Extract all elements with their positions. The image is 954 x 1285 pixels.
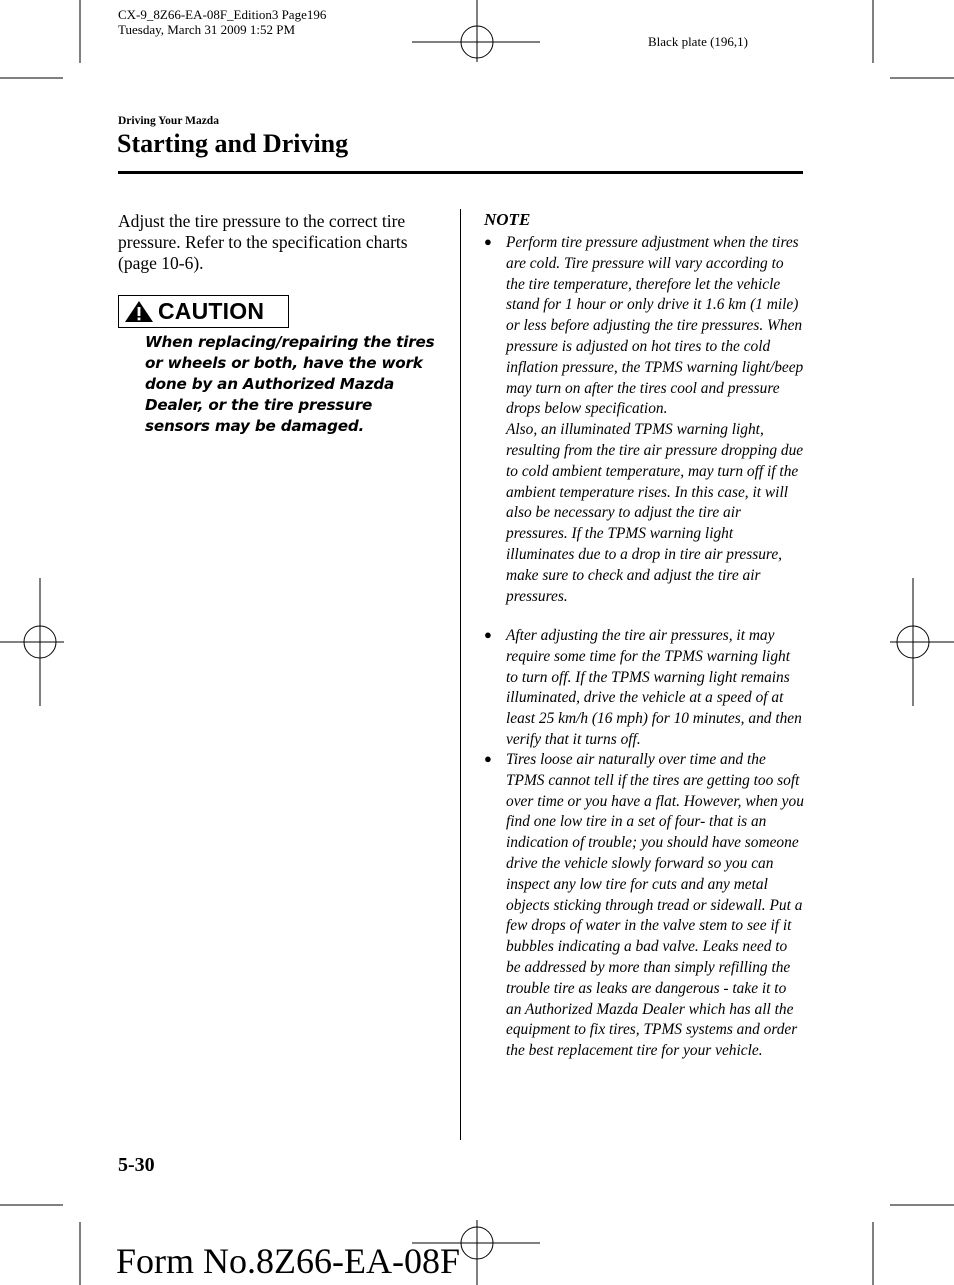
note-item-text: After adjusting the tire air pressures, it may require some time for the TPMS warning light to turn off. If the TPMS warning light remains illuminated, drive the vehicle at a speed of at least 25 km/h (16 mph) for 10 minutes, and then verify that it turns off.: [506, 627, 802, 748]
note-item-text: Tires loose air naturally over time and the TPMS cannot tell if the tires are getting too soft over time or you have a flat. However, when you find one low tire in a set of four- that is an indication of trouble; you should have someone drive the vehicle slowly forward so you can inspect any low tire for cuts and any metal objects sticking through tread or sidewall. Put a few drops of water in the valve stem to see if it bubbles indicating a bad valve. Leaks need to be addressed by more than simply refilling the trouble tire as leaks are dangerous - take it to an Authorized Mazda Dealer which has all the equipment to fix tires, TPMS systems and order the best replacement tire for your vehicle.: [506, 751, 804, 1060]
page-title: Starting and Driving: [117, 129, 349, 158]
file-info: [118, 7, 326, 37]
title-rule: [118, 171, 803, 174]
file-name-line: CX-9_8Z66-EA-08F_Edition3 Page196: [118, 7, 327, 22]
caution-label: CAUTION: [158, 298, 265, 324]
note-item: [484, 233, 804, 607]
page-number: 5-30: [118, 1154, 155, 1176]
note-item: [484, 626, 804, 751]
column-divider: [460, 209, 461, 1140]
plate-label: Black plate (196,1): [648, 34, 748, 49]
note-item-continuation: Also, an illuminated TPMS warning light, resulting from the tire air pressure dropping due to cold ambient temperature, may turn off if the ambient temperature rises. In this case, it will also be necessary to adjust the tire air pressures. If the TPMS warning light illuminates due to a drop in tire air pressure, make sure to check and adjust the tire air pressures.: [506, 421, 804, 605]
warning-triangle-icon: [123, 299, 155, 324]
intro-paragraph: Adjust the tire pressure to the correct tire pressure. Refer to the specification charts (page 10-6).: [118, 211, 408, 273]
registration-mark-top: [412, 0, 540, 62]
bullet-icon: ●: [484, 234, 492, 249]
note-title: NOTE: [484, 210, 531, 229]
bullet-icon: ●: [484, 627, 492, 642]
registration-mark-right: [890, 578, 954, 706]
note-item-text: Perform tire pressure adjustment when the tires are cold. Tire pressure will vary according to the tire temperature, therefore let the vehicle stand for 1 hour or only drive it 1.6 km (1 mile) or less before adjusting the tire pressures. When pressure is adjusted on hot tires to the cold inflation pressure, the TPMS warning light/beep may turn on after the tires cool and pressure drops below specification.: [506, 234, 804, 418]
form-number: Form No.8Z66-EA-08F: [116, 1241, 460, 1281]
section-label: Driving Your Mazda: [118, 115, 219, 127]
caution-text: When replacing/repairing the tires or wheels or both, have the work done by an Authorized Mazda Dealer, or the tire pressure sensors may be damaged.: [145, 333, 435, 435]
print-date-line: Tuesday, March 31 2009 1:52 PM: [118, 22, 296, 37]
caution-header: [118, 295, 289, 328]
registration-mark-left: [0, 578, 64, 706]
note-item: [484, 750, 804, 1062]
bullet-icon: ●: [484, 751, 492, 766]
